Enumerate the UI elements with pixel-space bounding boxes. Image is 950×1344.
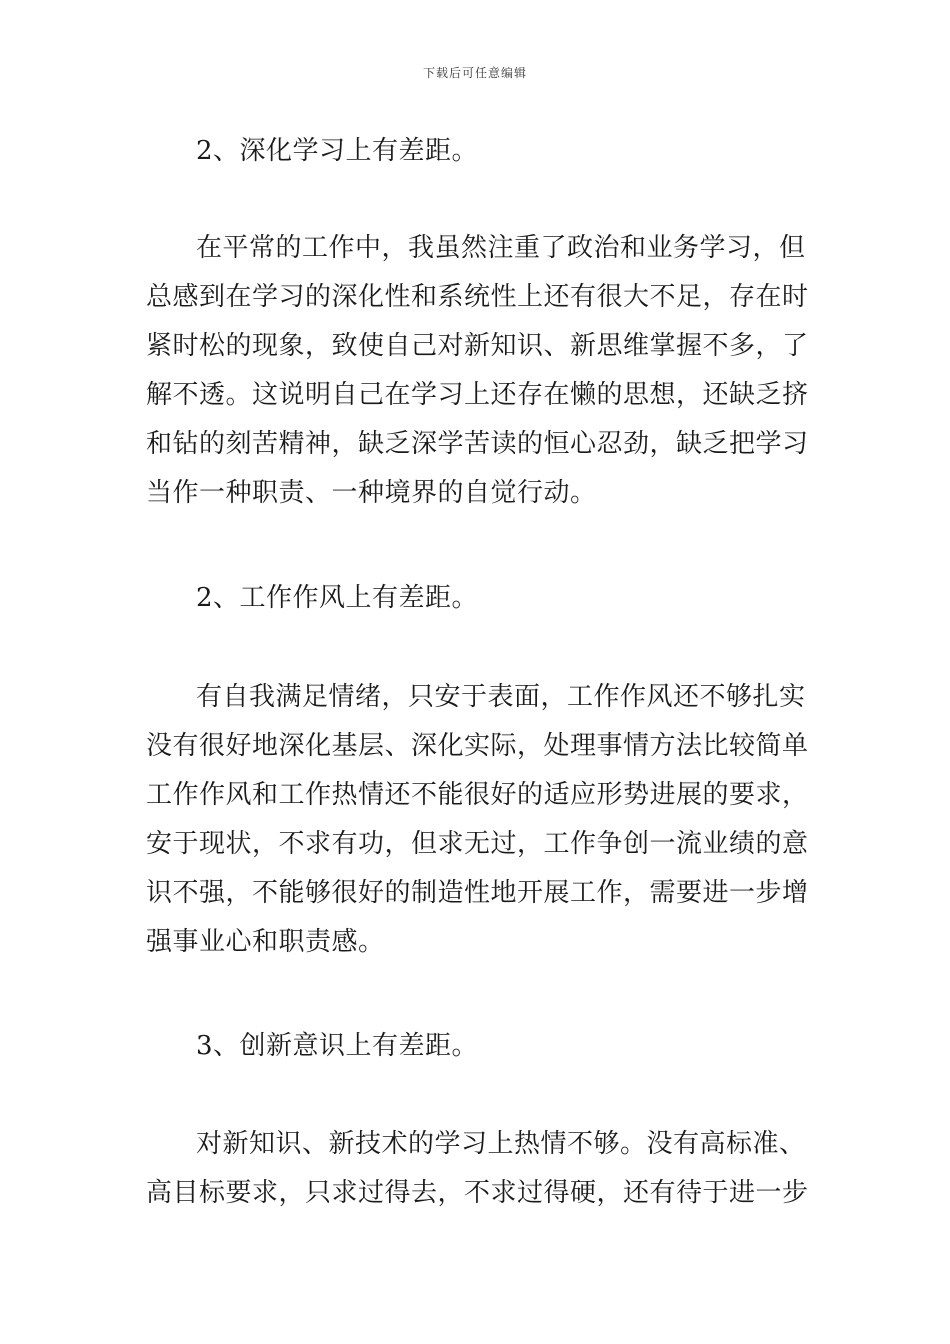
paragraph-line: 解不透。这说明自己在学习上还存在懒的思想，还缺乏挤 — [146, 380, 809, 410]
paragraph-line: 在平常的工作中，我虽然注重了政治和业务学习，但 — [196, 233, 806, 263]
paragraph-line: 没有很好地深化基层、深化实际，处理事情方法比较简单 — [146, 731, 809, 761]
paragraph-line: 工作作风和工作热情还不能很好的适应形势进展的要求， — [146, 780, 809, 810]
paragraph-line: 当作一种职责、一种境界的自觉行动。 — [146, 478, 597, 508]
section-paragraph-1 — [146, 224, 809, 518]
section-paragraph-2 — [146, 673, 809, 967]
heading-text: 2、深化学习上有差距。 — [196, 136, 479, 166]
heading-text: 2、工作作风上有差距。 — [196, 583, 479, 613]
paragraph-line: 紧时松的现象，致使自己对新知识、新思维掌握不多，了 — [146, 331, 809, 361]
heading-text: 3、创新意识上有差距。 — [196, 1031, 479, 1061]
section-paragraph-3 — [146, 1120, 809, 1218]
paragraph-line: 安于现状，不求有功，但求无过，工作争创一流业绩的意 — [146, 829, 809, 859]
paragraph-line: 总感到在学习的深化性和系统性上还有很大不足，存在时 — [146, 282, 809, 312]
paragraph-line: 有自我满足情绪，只安于表面，工作作风还不够扎实 — [196, 682, 806, 712]
page-header: 下载后可任意编辑 — [422, 66, 527, 80]
paragraph-line: 高目标要求，只求过得去，不求过得硬，还有待于进一步 — [146, 1178, 809, 1208]
paragraph-line: 识不强，不能够很好的制造性地开展工作，需要进一步增 — [146, 878, 809, 908]
section-heading-3 — [146, 1022, 806, 1071]
paragraph-line: 和钻的刻苦精神，缺乏深学苦读的恒心忍劲，缺乏把学习 — [146, 429, 809, 459]
paragraph-line: 强事业心和职责感。 — [146, 927, 385, 957]
paragraph-line: 对新知识、新技术的学习上热情不够。没有高标准、 — [196, 1129, 806, 1159]
section-heading-1 — [146, 127, 806, 176]
section-heading-2 — [146, 574, 806, 623]
